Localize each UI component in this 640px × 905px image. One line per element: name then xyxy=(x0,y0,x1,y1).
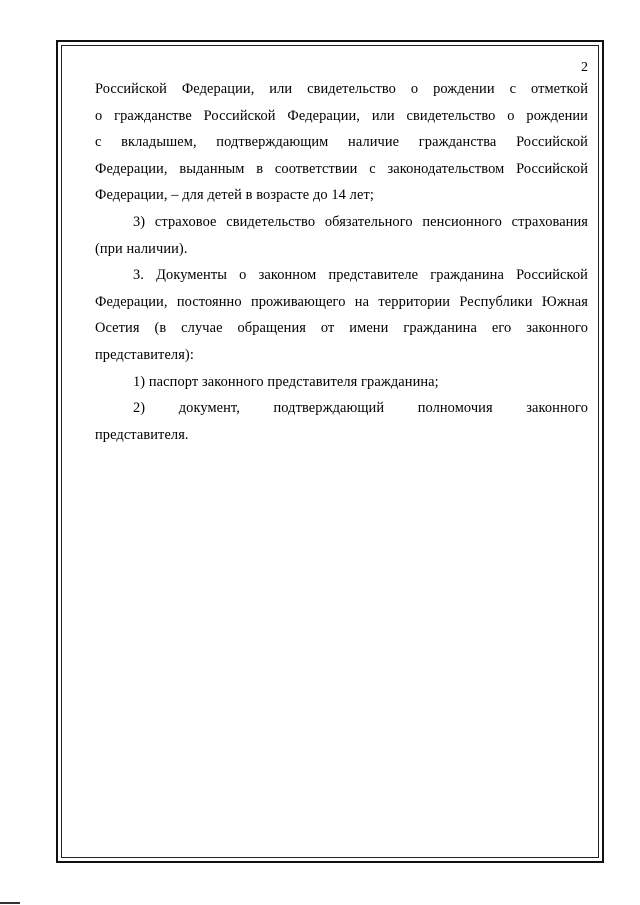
text-line: 3) страховое свидетельство обязательного пенсионного страхования xyxy=(133,213,588,230)
text-line: Федерации, – для детей в возрасте до 14 лет; xyxy=(95,187,374,204)
paragraph-authority-document xyxy=(95,395,588,448)
text-line: Российской Федерации, или свидетельство о рождении с отметкой xyxy=(95,81,588,97)
paragraph-legal-representative xyxy=(95,262,588,368)
text-line: представителя. xyxy=(95,426,189,443)
text-line: с вкладышем, подтверждающим наличие гражданства Российской xyxy=(95,134,588,151)
paragraph-pension-certificate xyxy=(95,209,588,262)
page-number: 2 xyxy=(581,60,588,75)
text-line: о гражданстве Российской Федерации, или свидетельство о рождении xyxy=(95,107,588,124)
scan-edge-mark xyxy=(0,902,20,904)
text-line: Федерации, постоянно проживающего на территории Республики Южная xyxy=(95,293,588,310)
paragraph-representative-passport xyxy=(95,369,588,396)
paragraph-citizenship-documents xyxy=(95,76,588,209)
text-line: 2) документ, подтверждающий полномочия законного xyxy=(133,400,588,417)
text-line: Федерации, выданным в соответствии с законодательством Российской xyxy=(95,160,588,177)
text-line: 3. Документы о законном представителе гражданина Российской xyxy=(133,267,588,284)
text-line: (при наличии). xyxy=(95,240,188,257)
text-line: представителя): xyxy=(95,346,194,363)
document-body xyxy=(95,76,588,448)
text-line: 1) паспорт законного представителя гражданина; xyxy=(133,373,439,390)
text-line: Осетия (в случае обращения от имени гражданина его законного xyxy=(95,320,588,337)
